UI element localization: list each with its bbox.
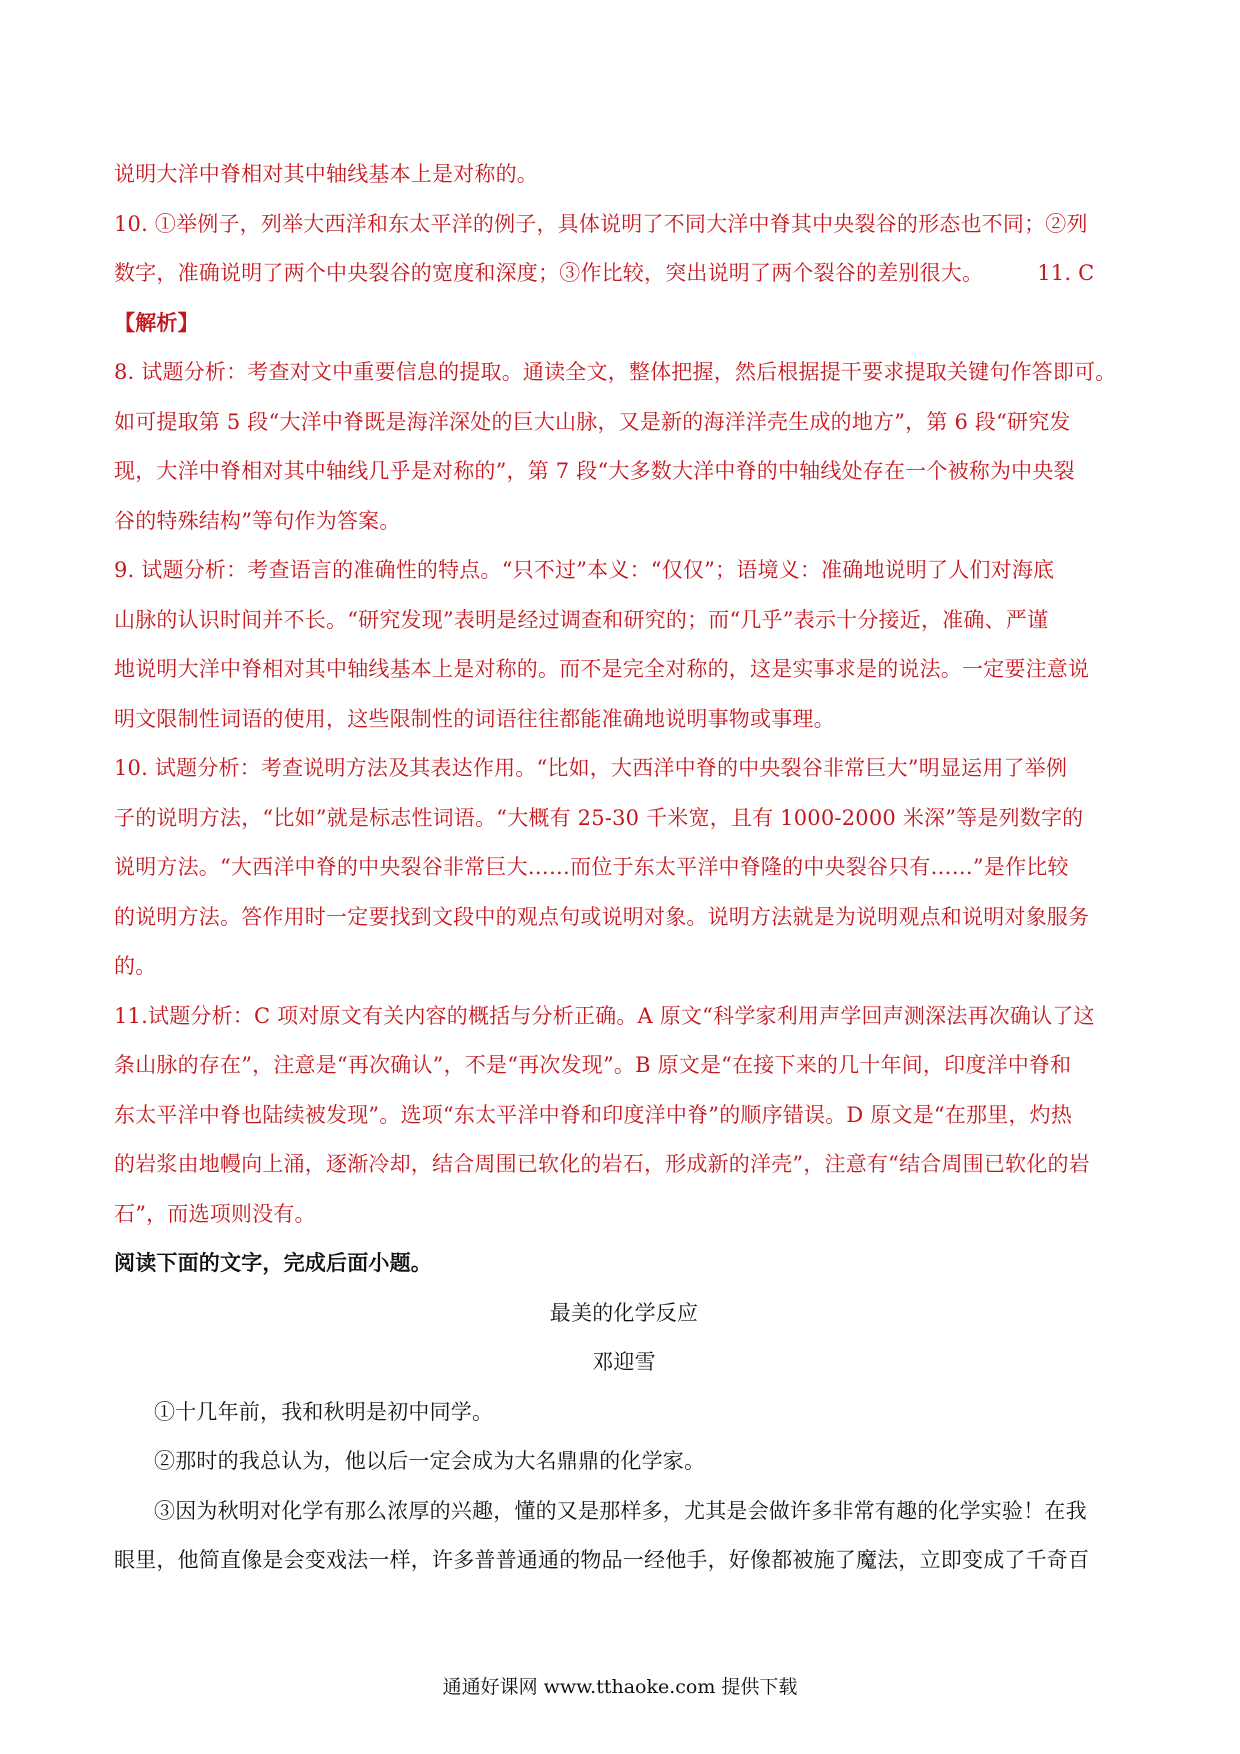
analysis-q11-line: 条山脉的存在”，注意是“再次确认”，不是“再次发现”。B 原文是“在接下来的几十年间，印度洋中脊和 — [114, 1053, 1072, 1077]
answer-10-line-1: 10. ①举例子，列举大西洋和东太平洋的例子，具体说明了不同大洋中脊其中央裂谷的形态也不同；②列 — [114, 211, 1088, 236]
article-title: 最美的化学反应 — [549, 1300, 699, 1325]
analysis-q9-line: 9. 试题分析：考查语言的准确性的特点。“只不过”本义：“仅仅”；语境义：准确地说明了人们对海底 — [114, 558, 1055, 582]
analysis-heading: 【解析】 — [114, 310, 199, 335]
answer-9-tail: 说明大洋中脊相对其中轴线基本上是对称的。 — [114, 162, 538, 186]
analysis-q11-line: 石”，而选项则没有。 — [114, 1201, 316, 1226]
answer-10-line-2 — [114, 249, 1134, 299]
analysis-q8-line: 如可提取第 5 段“大洋中脊既是海洋深处的巨大山脉，又是新的海洋洋壳生成的地方”，第 6 段“研究发 — [114, 409, 1071, 434]
analysis-q10-line: 子的说明方法，“比如”就是标志性词语。“大概有 25-30 千米宽，且有 1000-2000 米深”等是列数字的 — [114, 805, 1084, 830]
analysis-q11-line: 11.试题分析：C 项对原文有关内容的概括与分析正确。A 原文“科学家利用声学回声测深法再次确认了这 — [114, 1003, 1095, 1028]
analysis-q9-line: 山脉的认识时间并不长。“研究发现”表明是经过调查和研究的；而“几乎”表示十分接近，准确、严谨 — [114, 607, 1049, 632]
analysis-q8-line: 谷的特殊结构”等句作为答案。 — [114, 508, 401, 533]
analysis-q10-line: 10. 试题分析：考查说明方法及其表达作用。“比如，大西洋中脊的中央裂谷非常巨大”明显运用了举例 — [114, 756, 1068, 780]
article-author: 邓迎雪 — [592, 1350, 656, 1374]
analysis-q8 — [114, 348, 1134, 546]
article-paragraph-3-cont: 眼里，他简直像是会变戏法一样，许多普普通通的物品一经他手，好像都被施了魔法，立即变成了千奇百 — [114, 1548, 1090, 1572]
analysis-q8-line: 8. 试题分析：考查对文中重要信息的提取。通读全文，整体把握，然后根据提干要求提取关键句作答即可。 — [114, 360, 1117, 384]
answer-10-text: 数字，准确说明了两个中央裂谷的宽度和深度；③作比较，突出说明了两个裂谷的差别很大。 — [114, 261, 984, 285]
page-footer: 通通好课网 www.tthaoke.com 提供下载 — [442, 1676, 798, 1698]
analysis-q10-line: 的说明方法。答作用时一定要找到文段中的观点句或说明对象。说明方法就是为说明观点和说明对象服务 — [114, 904, 1090, 929]
answer-11: 11. C — [1037, 261, 1095, 285]
analysis-q9 — [114, 546, 1134, 744]
analysis-q11-line: 的岩浆由地幔向上涌，逐渐冷却，结合周围已软化的岩石，形成新的洋壳”，注意有“结合周围已软化的岩 — [114, 1152, 1090, 1176]
analysis-q9-line: 明文限制性词语的使用，这些限制性的词语往往都能准确地说明事物或事理。 — [114, 706, 835, 731]
article-paragraph-2: ②那时的我总认为，他以后一定会成为大名鼎鼎的化学家。 — [154, 1449, 706, 1473]
analysis-q10-line: 的。 — [114, 954, 157, 978]
analysis-q11-line: 东太平洋中脊也陆续被发现”。选项“东太平洋中脊和印度洋中脊”的顺序错误。D 原文是“在那里，灼热 — [114, 1102, 1073, 1127]
article-paragraph-1: ①十几年前，我和秋明是初中同学。 — [154, 1399, 494, 1424]
article-paragraph-3: ③因为秋明对化学有那么浓厚的兴趣，懂的又是那样多，尤其是会做许多非常有趣的化学实验！在我 — [154, 1498, 1087, 1523]
analysis-q11 — [114, 992, 1134, 1240]
reading-instruction: 阅读下面的文字，完成后面小题。 — [114, 1251, 432, 1275]
analysis-q10 — [114, 744, 1134, 992]
document-page — [114, 150, 1134, 1586]
analysis-q9-line: 地说明大洋中脊相对其中轴线基本上是对称的。而不是完全对称的，这是实事求是的说法。一定要注意说 — [114, 657, 1090, 681]
analysis-q10-line: 说明方法。“大西洋中脊的中央裂谷非常巨大……而位于东太平洋中脊隆的中央裂谷只有……”是作比较 — [114, 855, 1069, 879]
analysis-q8-line: 现，大洋中脊相对其中轴线几乎是对称的”，第 7 段“大多数大洋中脊的中轴线处存在一个被称为中央裂 — [114, 459, 1075, 483]
